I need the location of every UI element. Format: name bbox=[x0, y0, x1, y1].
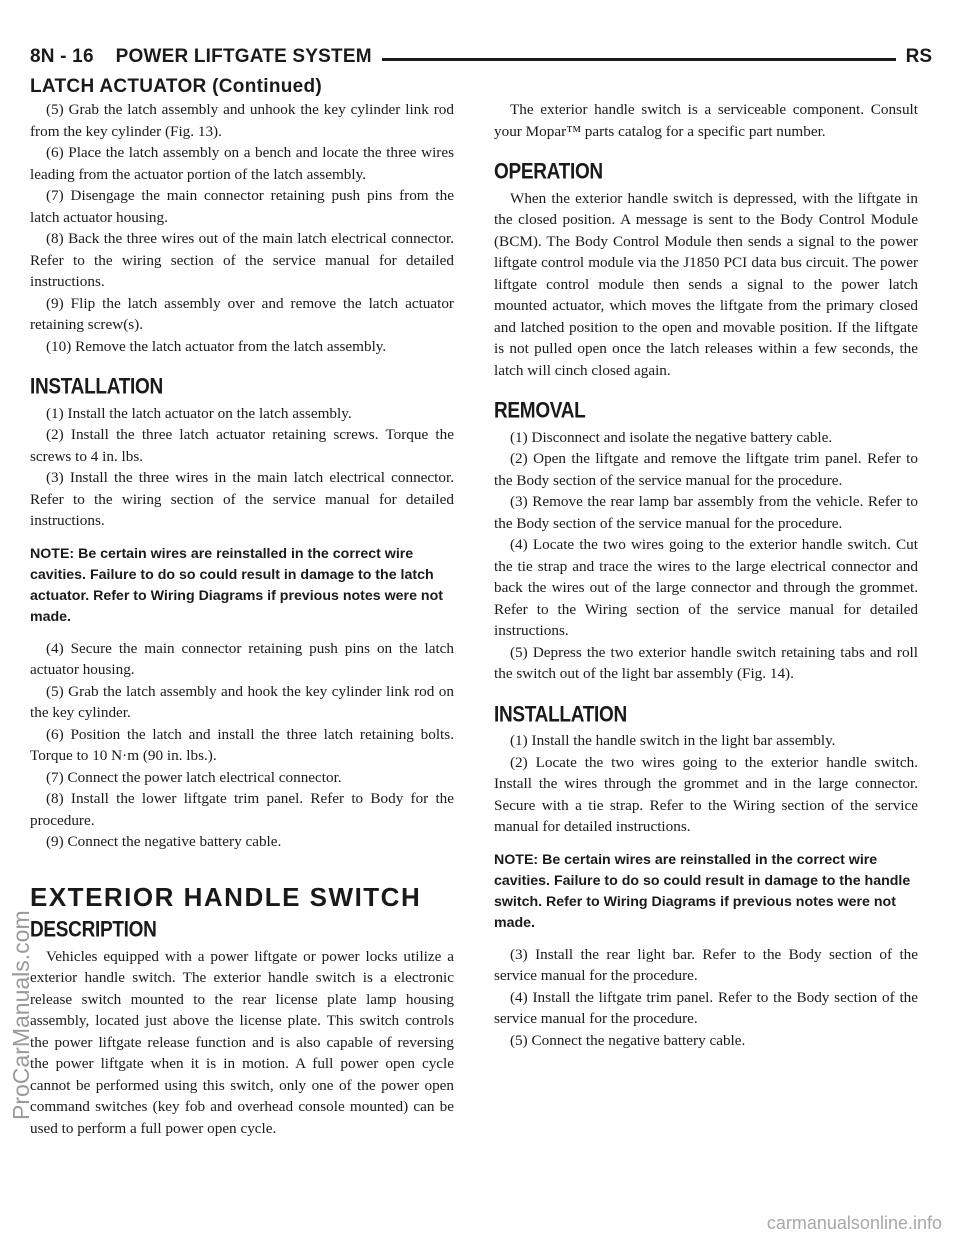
operation-text: When the exterior handle switch is depressed, with the liftgate in the closed position. A message is sent to the Body Control Module (BCM). The Body Control Module then sends a signal to the power liftgate control module via the J1850 PCI data bus circuit. The power liftgate control module then sends a signal to the power latch mounted actuator, which moves the liftgate from the primary closed and latched position to the open and movable position. If the liftgate is not pulled open once the latch releases within a few seconds, the latch will cinch closed again. bbox=[494, 189, 918, 379]
step: (5) Depress the two exterior handle switch retaining tabs and roll the switch out of the light bar assembly (Fig. 14). bbox=[494, 643, 918, 682]
section-title: EXTERIOR HANDLE SWITCH bbox=[30, 881, 422, 912]
step: (6) Position the latch and install the three latch retaining bolts. Torque to 10 N·m (90 in. lbs.). bbox=[30, 725, 454, 764]
step: (7) Connect the power latch electrical connector. bbox=[46, 768, 342, 786]
step: (4) Install the liftgate trim panel. Refer to the Body section of the service manual for the procedure. bbox=[494, 988, 918, 1027]
step: (1) Install the latch actuator on the latch assembly. bbox=[46, 404, 352, 422]
latch-installation-steps-continued bbox=[30, 638, 454, 853]
step: (1) Disconnect and isolate the negative battery cable. bbox=[510, 428, 833, 446]
footer-watermark: carmanualsonline.info bbox=[766, 1213, 942, 1233]
step: (5) Grab the latch assembly and hook the key cylinder link rod on the key cylinder. bbox=[30, 682, 454, 721]
step: (5) Connect the negative battery cable. bbox=[510, 1031, 746, 1049]
step: (5) Grab the latch assembly and unhook the key cylinder link rod from the key cylinder (Fig. 13). bbox=[30, 101, 454, 140]
switch-installation-steps-continued bbox=[494, 944, 918, 1052]
step: (1) Install the handle switch in the light bar assembly. bbox=[510, 732, 836, 749]
step: (2) Locate the two wires going to the exterior handle switch. Install the wires through the grommet and in the large connector. Secure with a tie strap. Refer to the Wiring section of the service manual for detailed instructions. bbox=[494, 753, 918, 835]
side-watermark: ProCarManuals.com bbox=[8, 910, 34, 1120]
step: (7) Disengage the main connector retaining push pins from the latch actuator housing. bbox=[30, 187, 454, 226]
step: (9) Connect the negative battery cable. bbox=[46, 833, 282, 850]
service-text: The exterior handle switch is a serviceable component. Consult your Mopar™ parts catalog for a specific part number. bbox=[494, 101, 918, 140]
latch-removal-steps bbox=[30, 99, 454, 357]
latch-installation-steps bbox=[30, 403, 454, 532]
step: (4) Secure the main connector retaining push pins on the latch actuator housing. bbox=[30, 639, 454, 678]
step: (8) Install the lower liftgate trim panel. Refer to Body for the procedure. bbox=[30, 790, 454, 829]
wiring-note: NOTE: Be certain wires are reinstalled in the correct wire cavities. Failure to do so could result in damage to the latch actuator. Refer to Wiring Diagrams if previous notes were not made. bbox=[30, 545, 443, 625]
operation-heading: OPERATION bbox=[494, 160, 603, 185]
step: (9) Flip the latch assembly over and remove the latch actuator retaining screw(s). bbox=[30, 294, 454, 333]
installation-heading: INSTALLATION bbox=[30, 375, 163, 400]
wiring-note: NOTE: Be certain wires are reinstalled in the correct wire cavities. Failure to do so could result in damage to the handle switch. Refer to Wiring Diagrams if previous notes were not made. bbox=[494, 851, 911, 931]
installation-heading: INSTALLATION bbox=[494, 702, 627, 727]
header-code: RS bbox=[896, 46, 932, 68]
step: (10) Remove the latch actuator from the latch assembly. bbox=[46, 337, 387, 355]
step: (6) Place the latch assembly on a bench and locate the three wires leading from the actuator portion of the latch assembly. bbox=[30, 144, 454, 183]
left-column bbox=[30, 99, 454, 1139]
removal-heading: REMOVAL bbox=[494, 399, 586, 424]
step: (3) Install the rear light bar. Refer to the Body section of the service manual for the procedure. bbox=[494, 945, 918, 984]
continued-heading: LATCH ACTUATOR (Continued) bbox=[30, 76, 323, 97]
header-section: 8N - 16 POWER LIFTGATE SYSTEM bbox=[30, 46, 382, 68]
switch-installation-steps bbox=[494, 730, 918, 838]
switch-removal-steps bbox=[494, 427, 918, 685]
step: (4) Locate the two wires going to the exterior handle switch. Cut the tie strap and trace the wires to the large electrical connector and back the wires out of the large connector and through the grommet. Refer to the Wiring section of the service manual for detailed instructions. bbox=[494, 536, 918, 639]
step: (3) Install the three wires in the main latch electrical connector. Refer to the wiring section of the service manual for detailed instructions. bbox=[30, 469, 454, 529]
right-column bbox=[494, 99, 918, 1051]
page-header bbox=[30, 46, 932, 80]
step: (3) Remove the rear lamp bar assembly from the vehicle. Refer to the Body section of the service manual for the procedure. bbox=[494, 493, 918, 532]
description-text: Vehicles equipped with a power liftgate or power locks utilize a exterior handle switch. The exterior handle switch is a electronic release switch mounted to the rear license plate lamp housing assembly, located just above the license plate. This switch controls the power liftgate release function and is also capable of reversing the power liftgate when it is in motion. A full power open cycle cannot be performed using this switch, only one of the power open command switches (key fob and overhead console mounted) can be used to perform a full power open cycle. bbox=[30, 947, 454, 1137]
step: (2) Install the three latch actuator retaining screws. Torque the screws to 4 in. lbs. bbox=[30, 426, 454, 465]
step: (8) Back the three wires out of the main latch electrical connector. Refer to the wiring section of the service manual for detailed instructions. bbox=[30, 230, 454, 290]
step: (2) Open the liftgate and remove the liftgate trim panel. Refer to the Body section of the service manual for the procedure. bbox=[494, 450, 918, 489]
description-heading: DESCRIPTION bbox=[30, 918, 157, 943]
